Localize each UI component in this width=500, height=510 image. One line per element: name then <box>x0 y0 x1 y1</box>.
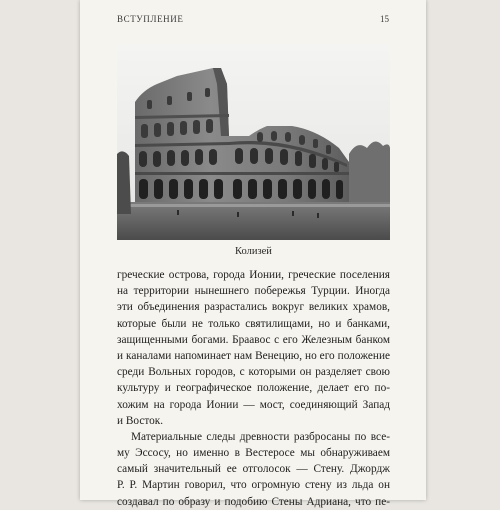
body-line: самый значительный ее отголосок — Стену. Джордж <box>117 463 390 476</box>
body-line: греческие острова, города Ионии, греческие поселения <box>117 269 390 281</box>
colosseum-illustration <box>117 44 390 240</box>
body-line: эти объединения разрастались вокруг великих храмов, <box>117 301 390 314</box>
body-line: которые были не только святилищами, но и банками, <box>117 317 390 330</box>
body-line: на территории нынешнего побережья Турции. Иногда <box>117 285 390 298</box>
body-line: культуру и географическое положение, делает его по- <box>117 382 390 395</box>
book-page <box>80 0 426 508</box>
body-line: Материальные следы древности разбросаны по все- <box>131 430 390 443</box>
body-line: создавал по образу и подобию Стены Адриана, что пе- <box>117 495 390 508</box>
body-line: Р. Р. Мартин говорил, что огромную стену из льда он <box>117 479 390 492</box>
running-title: ВСТУПЛЕНИЕ <box>117 14 184 24</box>
colosseum-photo <box>117 44 390 240</box>
body-line: защищенными богами. Браавос с его Железным банком <box>117 333 390 346</box>
body-line: и каналами напоминает нам Венецию, но его положение <box>117 349 390 362</box>
body-line: му Эссосу, но именно в Вестеросе мы обнаруживаем <box>117 447 390 460</box>
body-text <box>117 267 390 510</box>
figure-caption: Колизей <box>235 246 272 257</box>
page-number: 15 <box>380 14 389 24</box>
body-line: среди Вольных городов, с которыми он разделяет свою <box>117 366 390 379</box>
body-line: и Восток. <box>117 414 164 427</box>
running-head <box>117 14 389 28</box>
body-line: хожим на города Ионии — мост, соединяющий Запад <box>117 398 390 411</box>
